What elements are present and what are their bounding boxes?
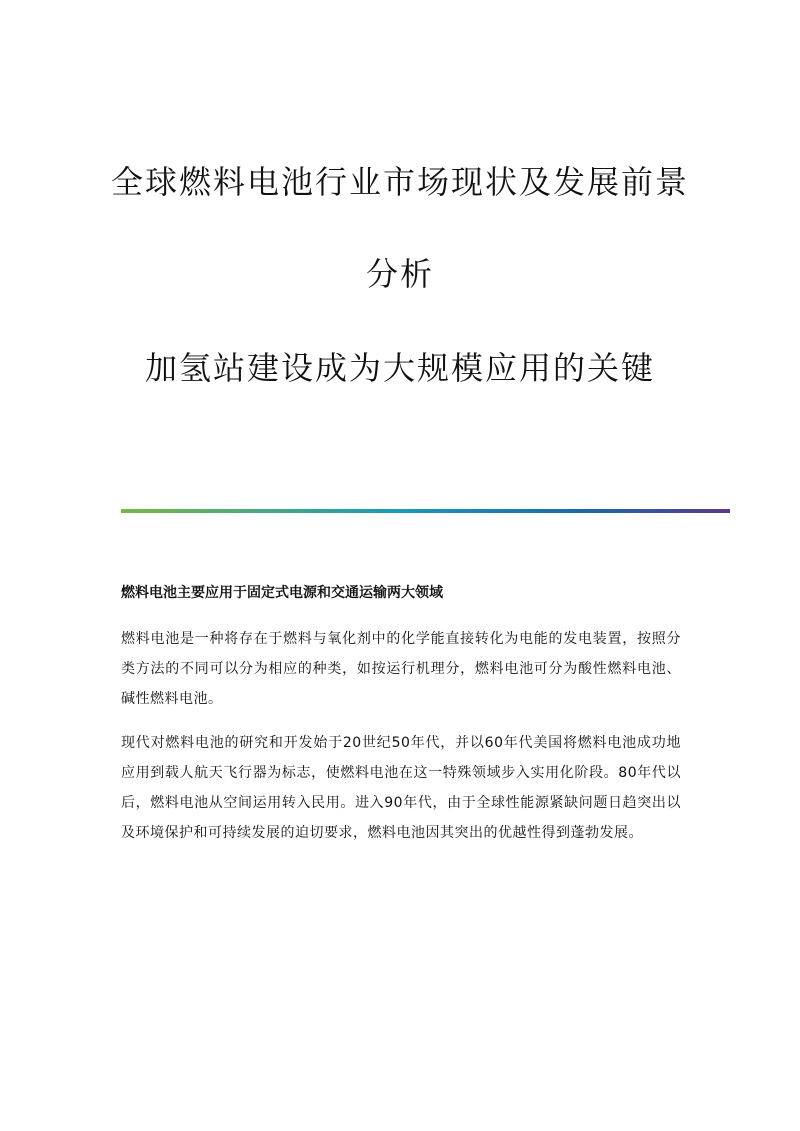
document-subtitle: 加氢站建设成为大规模应用的关键 xyxy=(144,349,655,387)
document-body xyxy=(121,580,681,862)
paragraph-1: 燃料电池是一种将存在于燃料与氧化剂中的化学能直接转化为电能的发电装置，按照分类方法的不同可以分为相应的种类，如按运行机理分，燃料电池可分为酸性燃料电池、碱性燃料电池。 xyxy=(121,631,681,707)
document-title-line-1: 全球燃料电池行业市场现状及发展前景 xyxy=(110,163,689,201)
gradient-divider xyxy=(121,509,730,513)
section-heading: 燃料电池主要应用于固定式电源和交通运输两大领域 xyxy=(121,585,443,601)
paragraph-2: 现代对燃料电池的研究和开发始于20世纪50年代，并以60年代美国将燃料电池成功地应用到载人航天飞行器为标志，使燃料电池在这一特殊领域步入实用化阶段。80年代以后，燃料电池从空间运用转入民用。进入90年代，由于全球性能源紧缺问题日趋突出以及环境保护和可持续发展的迫切要求，燃料电池因其突出的优越性得到蓬勃发展。 xyxy=(121,735,681,841)
document-title-line-2: 分析 xyxy=(365,255,434,293)
title-block xyxy=(60,160,740,390)
